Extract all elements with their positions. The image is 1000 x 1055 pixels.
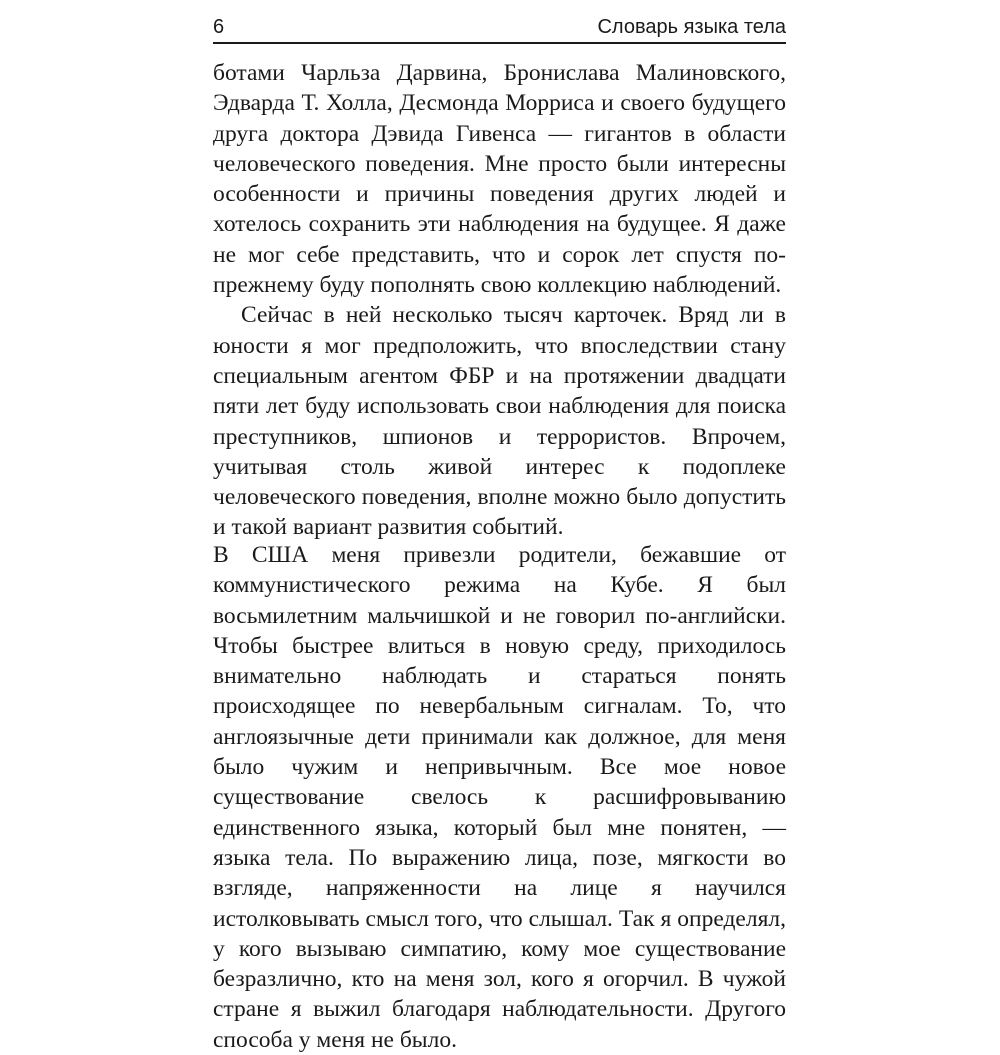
running-title: Словарь языка тела xyxy=(597,15,786,38)
running-head xyxy=(213,10,786,44)
paragraph-3: В США меня привезли родители, бежавшие от коммунистического режима на Кубе. Я был восьмилетним мальчишкой и не говорил по-английски. Чтобы быстрее влиться в новую среду, приходилось внимательно наблюдать и стараться понять происходящее по невербальным сигналам. То, что англоязычные дети принимали как должное, для меня было чужим и непривычным. Все мое новое существование свелось к расшифровыванию единственного языка, который был мне понятен, — языка тела. По выражению лица, позе, мягкости во взгляде, напряженности на лице я научился истолковывать смысл того, что слышал. Так я определял, у кого вызываю симпатию, кому мое существование безразлично, кто на меня зол, кого я огорчил. В чужой стране я выжил благодаря наблюдательности. Другого способа у меня не было. xyxy=(213,542,786,1053)
page-number: 6 xyxy=(213,15,225,38)
header-rule xyxy=(213,42,786,44)
text-block-top xyxy=(213,58,786,543)
text-block-bottom xyxy=(213,540,786,1055)
paragraph-2: Сейчас в ней несколько тысяч карточек. Вряд ли в юности я мог предположить, что впоследствии стану специальным агентом ФБР и на протяжении двадцати пяти лет буду использовать свои наблюдения для поиска преступников, шпионов и террористов. Впрочем, учитывая столь живой интерес к подоплеке человеческого поведения, вполне можно было допустить и такой вариант развития событий. xyxy=(213,302,786,541)
paragraph-1: ботами Чарльза Дарвина, Бронислава Малиновского, Эдварда Т. Холла, Десмонда Морриса и своего будущего друга доктора Дэвида Гивенса — гигантов в области человеческого поведения. Мне просто были интересны особенности и причины поведения других людей и хотелось сохранить эти наблюдения на будущее. Я даже не мог себе представить, что и сорок лет спустя по-прежнему буду пополнять свою коллекцию наблюдений. xyxy=(213,60,786,299)
